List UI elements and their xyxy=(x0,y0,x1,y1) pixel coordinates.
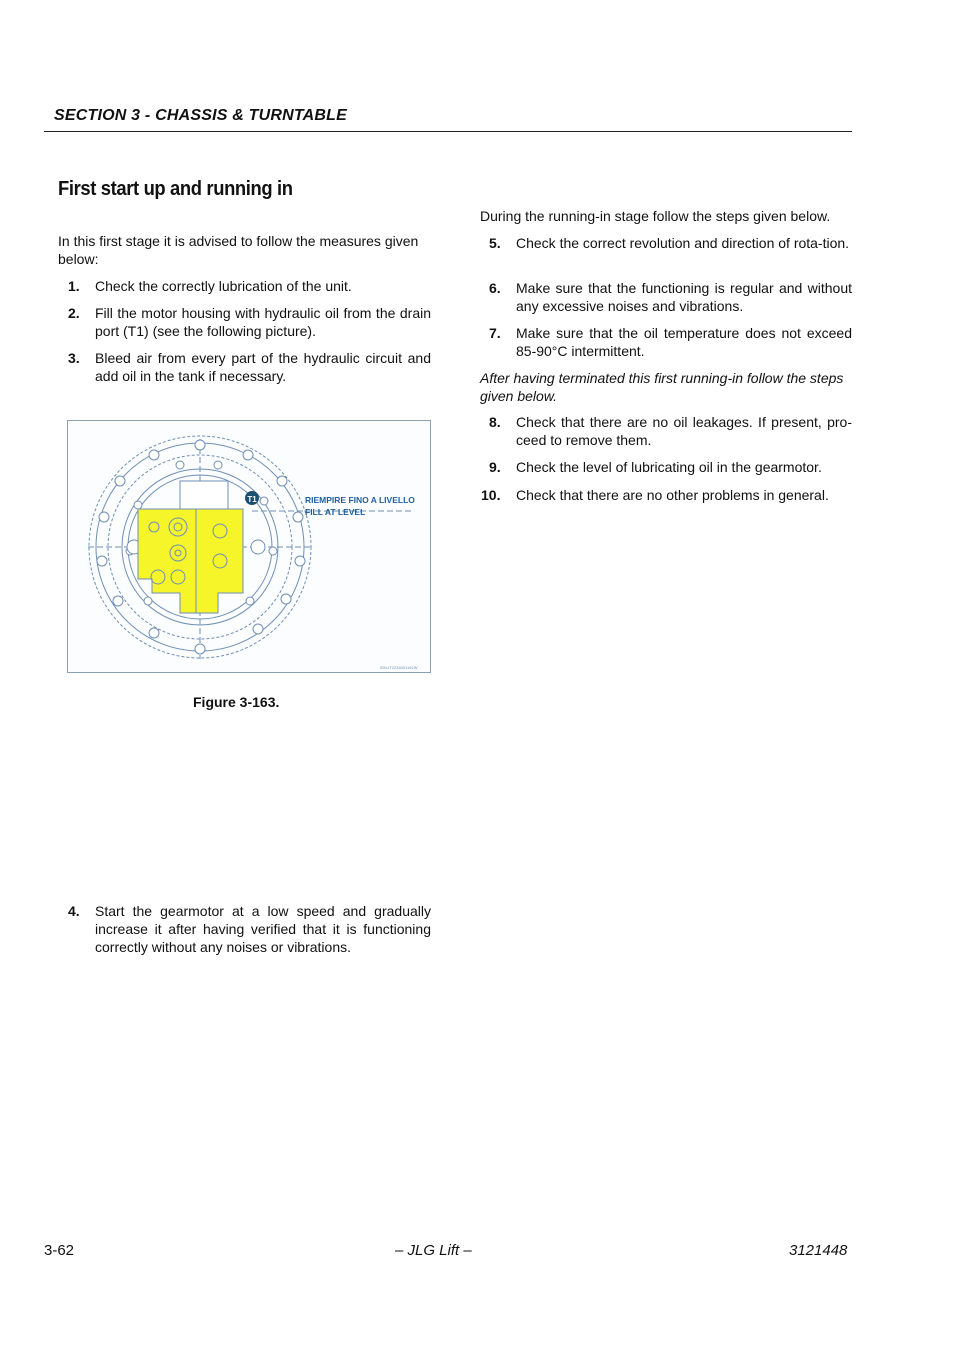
figure-caption: Figure 3-163. xyxy=(193,694,280,710)
running-in-paragraph: During the running-in stage follow the steps given below. xyxy=(480,208,831,224)
step-number: 8. xyxy=(489,414,501,430)
step-number: 1. xyxy=(68,278,80,294)
section-header: SECTION 3 - CHASSIS & TURNTABLE xyxy=(54,107,348,124)
step-text: Check the correctly lubrication of the unit. xyxy=(95,278,352,294)
label-fill-en: FILL AT LEVEL xyxy=(305,507,366,517)
figure-gearmotor xyxy=(67,420,431,673)
step-text: Make sure that the functioning is regular and without any excessive noises and vibrations. xyxy=(516,280,852,314)
step-number: 10. xyxy=(481,487,501,503)
step-number: 9. xyxy=(489,459,501,475)
step-text: Check the level of lubricating oil in the gearmotor. xyxy=(516,459,822,475)
footer-publisher: – JLG Lift – xyxy=(395,1242,472,1259)
figure-code: IDN-IT2234001161W xyxy=(380,665,418,670)
step-text: Bleed air from every part of the hydraulic circuit and add oil in the tank if necessary. xyxy=(95,350,431,384)
label-t1: T1 xyxy=(247,495,257,504)
step-number: 3. xyxy=(68,350,80,366)
step-number: 2. xyxy=(68,305,80,321)
step-text: Check the correct revolution and direction of rota-tion. xyxy=(516,235,850,251)
step-text: Make sure that the oil temperature does not exceed 85-90°C intermittent. xyxy=(516,325,852,359)
gearmotor-drawing xyxy=(68,421,430,672)
step-text: Fill the motor housing with hydraulic oil from the drain port (T1) (see the following picture). xyxy=(95,305,431,339)
page-number: 3-62 xyxy=(44,1242,75,1259)
label-fill-it: RIEMPIRE FINO A LIVELLO xyxy=(305,495,415,505)
header-rule xyxy=(44,131,852,132)
step-text: Check that there are no oil leakages. If present, pro-ceed to remove them. xyxy=(516,414,852,448)
after-note: After having terminated this first running-in follow the steps given below. xyxy=(480,370,844,404)
step-number: 4. xyxy=(68,903,80,919)
step-number: 7. xyxy=(489,325,501,341)
step-text: Check that there are no other problems in general. xyxy=(516,487,829,503)
step-number: 5. xyxy=(489,235,501,251)
step-text: Start the gearmotor at a low speed and gradually increase it after having verified that it is functioning correctly without any noises or vibrations. xyxy=(95,903,431,955)
page-title: First start up and running in xyxy=(58,178,293,200)
intro-paragraph: In this first stage it is advised to follow the measures given below: xyxy=(58,233,419,267)
document-number: 3121448 xyxy=(789,1242,848,1259)
step-number: 6. xyxy=(489,280,501,296)
